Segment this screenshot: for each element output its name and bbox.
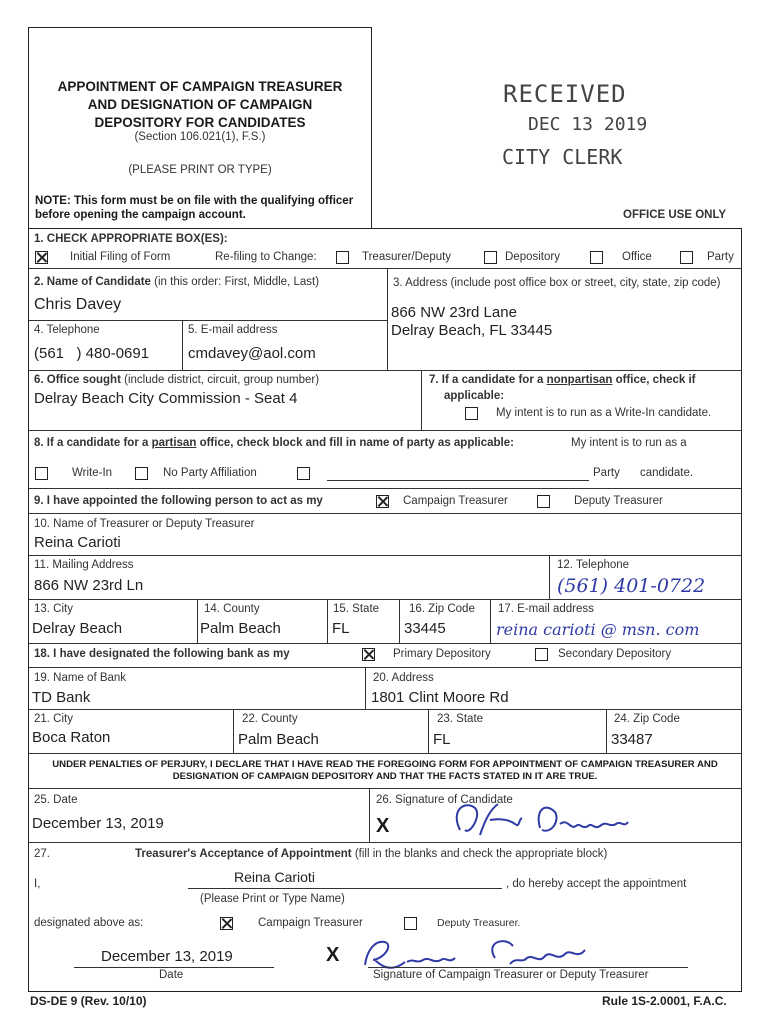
nonpartisan-label-a: 7. If a candidate for a bbox=[429, 374, 544, 386]
write-in-intent-checkbox[interactable] bbox=[465, 407, 478, 420]
primary-depository-checkbox[interactable] bbox=[362, 648, 375, 661]
candidate-signature-image bbox=[420, 790, 640, 850]
bank-address-label: 20. Address bbox=[373, 672, 434, 684]
write-in-intent-label: My intent is to run as a Write-In candidate. bbox=[496, 407, 712, 419]
bank-state-label: 23. State bbox=[437, 713, 484, 725]
depository-label: Depository bbox=[505, 251, 560, 263]
divider bbox=[365, 667, 366, 709]
candidate-signature-x: X bbox=[376, 815, 390, 837]
mailing-address-value[interactable]: 866 NW 23rd Ln bbox=[34, 577, 144, 594]
office-sought-label-text: 6. Office sought bbox=[34, 374, 121, 386]
candidate-date-label: 25. Date bbox=[34, 794, 78, 806]
candidate-suffix-label: candidate. bbox=[640, 467, 694, 479]
acceptance-date-value[interactable]: December 13, 2019 bbox=[101, 948, 233, 965]
acceptance-date-line bbox=[74, 967, 274, 968]
candidate-name-label-text: 2. Name of Candidate bbox=[34, 276, 151, 288]
treasurer-state-label: 15. State bbox=[333, 603, 380, 615]
acceptance-hint: (fill in the blanks and check the appropriate block) bbox=[354, 848, 608, 860]
candidate-signature-label: 26. Signature of Candidate bbox=[376, 794, 513, 806]
divider bbox=[28, 667, 742, 668]
partisan-label bbox=[34, 437, 514, 449]
treasurer-state-value[interactable]: FL bbox=[332, 620, 350, 637]
form-title-line-3: DEPOSITORY FOR CANDIDATES bbox=[94, 115, 306, 130]
depository-checkbox[interactable] bbox=[484, 251, 497, 264]
divider bbox=[327, 599, 328, 643]
candidate-name-label bbox=[34, 276, 319, 288]
secondary-depository-label: Secondary Depository bbox=[558, 648, 672, 660]
candidate-date-value[interactable]: December 13, 2019 bbox=[32, 815, 164, 832]
accept-campaign-treasurer-label: Campaign Treasurer bbox=[258, 917, 363, 929]
partisan-label-b: office, check block and fill in name of party as applicable: bbox=[199, 437, 514, 449]
perjury-line-1: UNDER PENALTIES OF PERJURY, I DECLARE THAT I HAVE READ THE FOREGOING FORM FOR APPOINTMENT OF CAMPAIGN TREASURER AND bbox=[52, 759, 718, 770]
divider bbox=[428, 709, 429, 753]
acceptance-title: Treasurer's Acceptance of Appointment bbox=[135, 848, 352, 860]
bank-name-label: 19. Name of Bank bbox=[34, 672, 127, 684]
npa-label: No Party Affiliation bbox=[163, 467, 257, 479]
office-checkbox[interactable] bbox=[590, 251, 603, 264]
candidate-address-label: 3. Address (include post office box or street, city, state, zip code) bbox=[393, 277, 721, 289]
party-name-checkbox[interactable] bbox=[297, 467, 310, 480]
partisan-write-in-checkbox[interactable] bbox=[35, 467, 48, 480]
divider bbox=[28, 555, 742, 556]
candidate-address-line-1[interactable]: 866 NW 23rd Lane bbox=[391, 304, 517, 321]
divider bbox=[28, 788, 742, 789]
divider bbox=[399, 599, 400, 643]
initial-filing-label: Initial Filing of Form bbox=[70, 251, 171, 263]
treasurer-signature-label: Signature of Campaign Treasurer or Deputy Treasurer bbox=[373, 969, 649, 981]
candidate-name-hint: (in this order: First, Middle, Last) bbox=[154, 276, 320, 288]
party-checkbox[interactable] bbox=[680, 251, 693, 264]
acceptance-designated-label: designated above as: bbox=[34, 917, 144, 929]
treasurer-telephone-value[interactable]: (561) 401-0722 bbox=[557, 575, 706, 597]
accept-campaign-treasurer-checkbox[interactable] bbox=[220, 917, 233, 930]
perjury-line-2: DESIGNATION OF CAMPAIGN DEPOSITORY AND THAT THE FACTS STATED IN IT ARE TRUE. bbox=[172, 771, 598, 782]
appoint-campaign-treasurer-checkbox[interactable] bbox=[376, 495, 389, 508]
party-suffix-label: Party bbox=[593, 467, 620, 479]
treasurer-name-value[interactable]: Reina Carioti bbox=[34, 534, 121, 551]
partisan-word: partisan bbox=[151, 437, 197, 449]
form-title-line-1: APPOINTMENT OF CAMPAIGN TREASURER bbox=[57, 79, 343, 94]
candidate-address-line-2[interactable]: Delray Beach, FL 33445 bbox=[391, 322, 553, 339]
office-sought-hint: (include district, circuit, group number) bbox=[124, 374, 320, 386]
nonpartisan-applicable-label: applicable: bbox=[444, 390, 505, 402]
bank-name-value[interactable]: TD Bank bbox=[32, 689, 91, 706]
candidate-telephone-label: 4. Telephone bbox=[34, 324, 100, 336]
appoint-campaign-treasurer-label: Campaign Treasurer bbox=[403, 495, 508, 507]
nonpartisan-label bbox=[429, 374, 696, 386]
candidate-telephone-value[interactable]: (561 ) 480-0691 bbox=[34, 345, 150, 362]
rule-reference: Rule 1S-2.0001, F.A.C. bbox=[602, 994, 727, 1008]
acceptance-name-line bbox=[188, 888, 502, 889]
divider bbox=[28, 599, 742, 600]
bank-city-value[interactable]: Boca Raton bbox=[32, 729, 111, 746]
treasurer-name-label: 10. Name of Treasurer or Deputy Treasurer bbox=[34, 518, 255, 530]
divider bbox=[549, 555, 550, 599]
party-label: Party bbox=[707, 251, 734, 263]
acceptance-date-label: Date bbox=[159, 969, 184, 981]
divider bbox=[28, 842, 742, 843]
office-sought-label bbox=[34, 374, 319, 386]
appointment-label: 9. I have appointed the following person to act as my bbox=[34, 495, 323, 507]
bank-zip-label: 24. Zip Code bbox=[614, 713, 680, 725]
acceptance-header bbox=[135, 848, 607, 860]
accept-deputy-treasurer-label: Deputy Treasurer. bbox=[437, 917, 521, 929]
treasurer-email-label: 17. E-mail address bbox=[498, 603, 594, 615]
received-stamp-date: DEC 13 2019 bbox=[528, 114, 648, 135]
office-sought-value[interactable]: Delray Beach City Commission - Seat 4 bbox=[34, 390, 298, 407]
divider bbox=[606, 709, 607, 753]
filing-note: NOTE: This form must be on file with the qualifying officer before opening the campaign account. bbox=[35, 195, 354, 221]
divider bbox=[233, 709, 234, 753]
divider bbox=[28, 320, 388, 321]
bank-designation-label: 18. I have designated the following bank as my bbox=[34, 648, 290, 660]
treasurer-telephone-label: 12. Telephone bbox=[557, 559, 630, 571]
divider bbox=[387, 268, 388, 370]
acceptance-print-hint: (Please Print or Type Name) bbox=[200, 893, 345, 905]
appoint-deputy-treasurer-label: Deputy Treasurer bbox=[574, 495, 663, 507]
divider bbox=[28, 488, 742, 489]
divider bbox=[28, 513, 742, 514]
form-title-line-2: AND DESIGNATION OF CAMPAIGN bbox=[87, 97, 313, 112]
section-reference: (Section 106.021(1), F.S.) bbox=[134, 131, 266, 143]
divider bbox=[182, 320, 183, 370]
divider bbox=[421, 370, 422, 430]
treasurer-zip-value[interactable]: 33445 bbox=[404, 620, 446, 637]
divider bbox=[28, 709, 742, 710]
divider bbox=[28, 643, 742, 644]
received-stamp: RECEIVED bbox=[503, 80, 627, 108]
treasurer-county-value[interactable]: Palm Beach bbox=[200, 620, 281, 637]
office-label: Office bbox=[622, 251, 652, 263]
acceptance-i-label: I, bbox=[34, 878, 41, 890]
divider bbox=[197, 599, 198, 643]
divider bbox=[28, 430, 742, 431]
partisan-intent: My intent is to run as a bbox=[571, 437, 687, 449]
mailing-address-label: 11. Mailing Address bbox=[34, 559, 134, 571]
treasurer-city-value[interactable]: Delray Beach bbox=[32, 620, 123, 637]
form-id: DS-DE 9 (Rev. 10/10) bbox=[30, 994, 147, 1008]
treasurer-zip-label: 16. Zip Code bbox=[409, 603, 475, 615]
section-1-title: 1. CHECK APPROPRIATE BOX(ES): bbox=[34, 233, 228, 245]
acceptance-number: 27. bbox=[34, 848, 50, 860]
treasurer-deputy-label: Treasurer/Deputy bbox=[362, 251, 452, 263]
nonpartisan-word: nonpartisan bbox=[546, 374, 613, 386]
divider bbox=[28, 753, 742, 754]
partisan-write-in-label: Write-In bbox=[72, 467, 113, 479]
treasurer-signature-line bbox=[368, 967, 688, 968]
bank-city-label: 21. City bbox=[34, 713, 73, 725]
bank-zip-value[interactable]: 33487 bbox=[611, 731, 653, 748]
primary-depository-label: Primary Depository bbox=[393, 648, 491, 660]
initial-filing-checkbox[interactable] bbox=[35, 251, 48, 264]
bank-address-value[interactable]: 1801 Clint Moore Rd bbox=[371, 689, 509, 706]
refiling-checkbox[interactable] bbox=[336, 251, 349, 264]
form-title bbox=[30, 78, 370, 132]
bank-county-label: 22. County bbox=[242, 713, 298, 725]
refiling-label: Re-filing to Change: bbox=[215, 251, 317, 263]
perjury-statement bbox=[30, 759, 740, 783]
acceptance-name-value[interactable]: Reina Carioti bbox=[234, 869, 315, 885]
divider bbox=[28, 370, 742, 371]
treasurer-email-value[interactable]: reina carioti @ msn. com bbox=[496, 620, 700, 639]
treasurer-city-label: 13. City bbox=[34, 603, 73, 615]
accept-deputy-treasurer-checkbox[interactable] bbox=[404, 917, 417, 930]
appoint-deputy-treasurer-checkbox[interactable] bbox=[537, 495, 550, 508]
acceptance-accept-text: , do hereby accept the appointment bbox=[506, 878, 687, 890]
secondary-depository-checkbox[interactable] bbox=[535, 648, 548, 661]
bank-state-value[interactable]: FL bbox=[433, 731, 451, 748]
candidate-email-value[interactable]: cmdavey@aol.com bbox=[188, 345, 316, 362]
office-use-only: OFFICE USE ONLY bbox=[623, 209, 727, 221]
candidate-email-label: 5. E-mail address bbox=[188, 324, 278, 336]
treasurer-county-label: 14. County bbox=[204, 603, 260, 615]
bank-county-value[interactable]: Palm Beach bbox=[238, 731, 319, 748]
city-clerk-stamp: CITY CLERK bbox=[502, 145, 623, 169]
candidate-name-value[interactable]: Chris Davey bbox=[34, 296, 122, 313]
treasurer-signature-x: X bbox=[326, 944, 340, 966]
party-name-blank[interactable] bbox=[327, 480, 589, 481]
partisan-label-a: 8. If a candidate for a bbox=[34, 437, 149, 449]
nonpartisan-label-b-start: office, check if bbox=[615, 374, 696, 386]
print-or-type-note: (PLEASE PRINT OR TYPE) bbox=[128, 164, 272, 176]
divider bbox=[369, 788, 370, 842]
divider bbox=[28, 268, 742, 269]
npa-checkbox[interactable] bbox=[135, 467, 148, 480]
divider bbox=[490, 599, 491, 643]
